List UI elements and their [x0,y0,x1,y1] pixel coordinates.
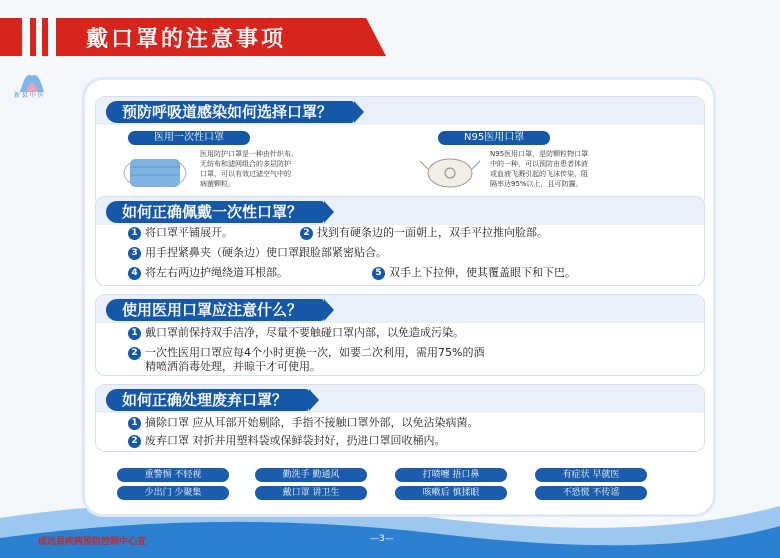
logo-text: 新 县 中 医 [14,92,44,99]
section-choose-mask [95,96,705,208]
slogan-badge: 重警惕 不轻视 [117,468,229,482]
footer-org: 成远县疾病预防控制中心宣 [38,537,147,547]
section-title: 如何正确处理废弃口罩？ [106,389,309,411]
surgical-mask-icon [116,153,192,191]
slogan-badge: 少出门 少聚集 [117,486,229,500]
dispose-item: 1 摘除口罩 应从耳部开始剔除，手指不接触口罩外部，以免沾染病菌。 [128,415,479,430]
note-item-continued: 精喷洒消毒处理，并晾干才可使用。 [145,360,321,373]
step-item: 2 找到有硬条边的一面朝上，双手平拉推向脸部。 [300,225,548,240]
section-usage-notes [95,294,705,376]
section-wear-mask [95,196,705,286]
header-stripe [30,18,36,56]
content-card [85,80,713,514]
dispose-number: 2 [128,435,141,448]
section-title: 使用医用口罩应注意什么？ [106,299,324,321]
disposable-mask-desc: 医用防护口罩是一种由针织布、 无纺布和滤网组合的多层防护 口罩，可以有效过滤空气中的 病菌颗粒。 [200,150,298,188]
step-item: 3 用手捏紧鼻夹（硬条边）使口罩跟脸部紧密贴合。 [128,245,387,260]
page-number: —3— [370,534,394,544]
slogan-badge: 打喷嚏 捂口鼻 [395,468,507,482]
label-disposable-mask: 医用一次性口罩 [128,131,250,145]
header-stripe [42,18,48,56]
slogan-badge: 勤洗手 勤通风 [255,468,367,482]
header-bar [0,18,22,56]
note-item: 2 一次性医用口罩应每4个小时更换一次，如要二次利用，需用75%的酒 [128,345,484,360]
slogan-badge: 不恐慌 不传谣 [535,486,647,500]
note-number: 2 [128,347,141,360]
label-n95-mask: N95医用口罩 [438,131,550,145]
section-title: 如何正确佩戴一次性口罩？ [106,201,324,223]
n95-mask-icon [416,151,482,191]
section-title: 预防呼吸道感染如何选择口罩？ [106,101,354,123]
step-number: 3 [128,247,141,260]
note-number: 1 [128,327,141,340]
step-number: 1 [128,227,141,240]
slogan-badge: 戴口罩 讲卫生 [255,486,367,500]
step-number: 2 [300,227,313,240]
section-dispose-mask [95,384,705,452]
dispose-number: 1 [128,417,141,430]
note-item: 1 戴口罩前保持双手洁净，尽量不要触碰口罩内部，以免造成污染。 [128,325,464,340]
step-number: 5 [372,267,385,280]
step-number: 4 [128,267,141,280]
slogan-badge: 咳嗽后 慎揉眼 [395,486,507,500]
page-title: 戴口罩的注意事项 [86,26,287,52]
slogan-badge: 有症状 早就医 [535,468,647,482]
n95-mask-desc: N95医用口罩，是防颗粒物口罩 中的一种，可以预防由患者体液 或血液飞溅引起的飞沫传染，阻 隔率达95%以上，且可防霾。 [490,150,589,188]
step-item: 5 双手上下拉伸，使其覆盖眼下和下巴。 [372,265,576,280]
dispose-item: 2 废弃口罩 对折并用塑料袋或保鲜袋封好，扔进口罩回收桶内。 [128,433,446,448]
step-item: 4 将左右两边护绳绕道耳根部。 [128,265,288,280]
step-item: 1 将口罩平铺展开。 [128,225,233,240]
